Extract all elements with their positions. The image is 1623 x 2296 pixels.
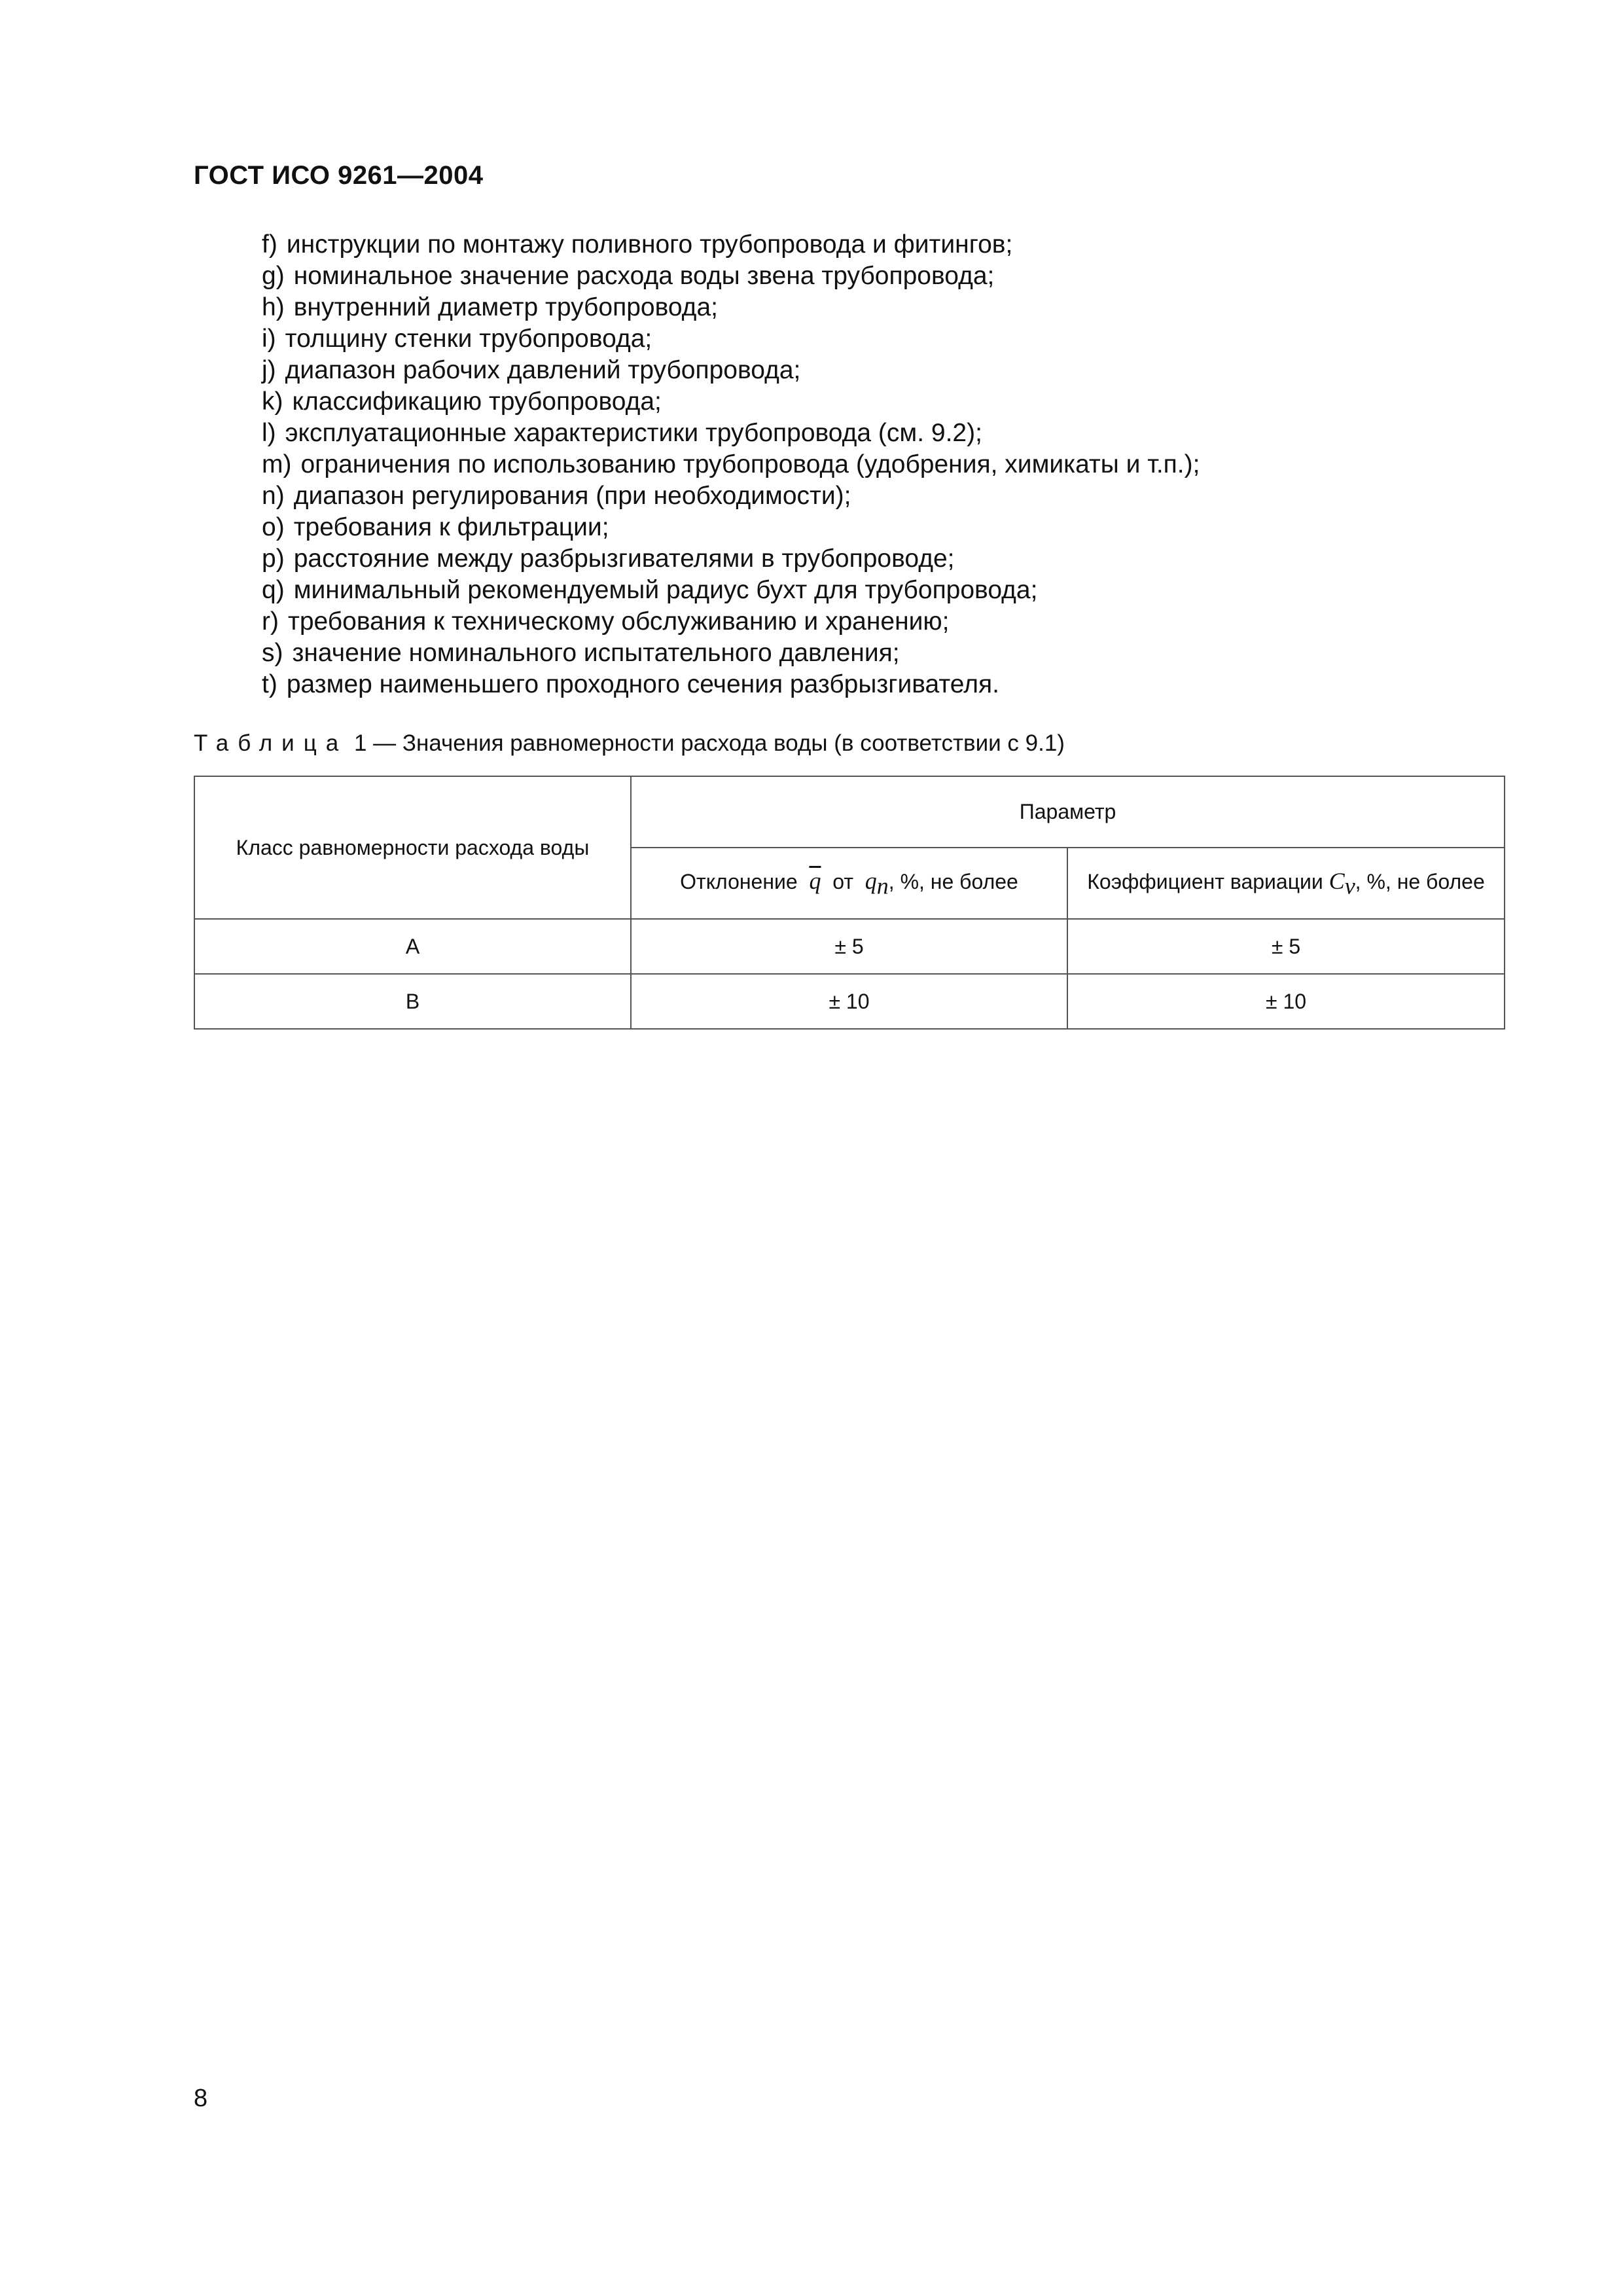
list-item-label: i) — [262, 325, 276, 353]
document-header: ГОСТ ИСО 9261—2004 — [194, 161, 484, 190]
list-item-text: ограничения по использованию трубопровода (удобрения, химикаты и т.п.); — [300, 450, 1200, 478]
qn-symbol: q — [865, 867, 877, 894]
deviation-from: от — [832, 869, 853, 893]
list-item-text: толщину стенки трубопровода; — [285, 325, 652, 353]
q-mean-symbol: $\overline{q}$ — [809, 867, 821, 894]
list-item-text: номинальное значение расхода воды звена трубопровода; — [293, 262, 995, 290]
requirements-list — [262, 229, 1200, 700]
list-item-label: h) — [262, 293, 285, 321]
deviation-cell: ± 10 — [631, 974, 1067, 1029]
list-item — [262, 480, 1200, 512]
list-item-label: o) — [262, 513, 285, 541]
header-parameter-cell: Параметр — [631, 776, 1505, 848]
list-item — [262, 512, 1200, 543]
cv-subscript: v — [1344, 872, 1355, 899]
qn-subscript: n — [876, 872, 889, 899]
cv-cell: ± 10 — [1067, 974, 1505, 1029]
class-cell: A — [194, 919, 631, 974]
list-item-text: значение номинального испытательного давления; — [292, 639, 900, 667]
list-item-label: s) — [262, 639, 283, 667]
list-item — [262, 355, 1200, 386]
class-cell: B — [194, 974, 631, 1029]
list-item-label: r) — [262, 607, 279, 636]
table-caption-word: Таблица — [194, 730, 348, 756]
list-item — [262, 449, 1200, 480]
list-item — [262, 260, 1200, 292]
list-item-text: минимальный рекомендуемый радиус бухт для трубопровода; — [293, 576, 1038, 604]
list-item — [262, 669, 1200, 700]
table-caption — [194, 730, 1065, 757]
deviation-cell: ± 5 — [631, 919, 1067, 974]
deviation-suffix: , %, не более — [888, 869, 1018, 893]
list-item — [262, 323, 1200, 355]
list-item-label: f) — [262, 230, 277, 259]
header-class-cell: Класс равномерности расхода воды — [194, 776, 631, 919]
list-item-text: эксплуатационные характеристики трубопровода (см. 9.2); — [285, 419, 982, 447]
list-item-label: n) — [262, 482, 285, 510]
header-cv-cell — [1067, 848, 1505, 919]
list-item-label: t) — [262, 670, 277, 698]
list-item — [262, 292, 1200, 323]
uniformity-table — [194, 776, 1505, 1030]
deviation-prefix: Отклонение — [680, 869, 798, 893]
list-item-text: классификацию трубопровода; — [292, 387, 662, 416]
list-item — [262, 606, 1200, 637]
table-row — [194, 974, 1505, 1029]
list-item — [262, 418, 1200, 449]
list-item-text: внутренний диаметр трубопровода; — [293, 293, 718, 321]
list-item-label: q) — [262, 576, 285, 604]
list-item-label: p) — [262, 545, 285, 573]
list-item-text: диапазон рабочих давлений трубопровода; — [285, 356, 801, 384]
list-item — [262, 637, 1200, 669]
cv-symbol: C — [1329, 867, 1345, 894]
list-item-label: l) — [262, 419, 276, 447]
page-number: 8 — [194, 2085, 208, 2112]
list-item-text: размер наименьшего проходного сечения разбрызгивателя. — [286, 670, 999, 698]
list-item-label: j) — [262, 356, 276, 384]
list-item-text: требования к техническому обслуживанию и хранению; — [287, 607, 950, 636]
list-item-text: требования к фильтрации; — [293, 513, 609, 541]
list-item — [262, 229, 1200, 260]
table-header-row — [194, 776, 1505, 848]
cv-suffix: , %, не более — [1355, 869, 1485, 893]
header-deviation-cell — [631, 848, 1067, 919]
cv-prefix: Коэффициент вариации — [1087, 869, 1323, 893]
cv-cell: ± 5 — [1067, 919, 1505, 974]
table-caption-text: 1 — Значения равномерности расхода воды (в соответствии с 9.1) — [353, 730, 1065, 756]
list-item — [262, 543, 1200, 575]
list-item — [262, 575, 1200, 606]
list-item-label: k) — [262, 387, 283, 416]
list-item-text: расстояние между разбрызгивателями в трубопроводе; — [293, 545, 955, 573]
list-item-text: диапазон регулирования (при необходимости); — [293, 482, 851, 510]
list-item — [262, 386, 1200, 418]
table-row — [194, 919, 1505, 974]
list-item-label: g) — [262, 262, 285, 290]
list-item-label: m) — [262, 450, 292, 478]
list-item-text: инструкции по монтажу поливного трубопровода и фитингов; — [286, 230, 1013, 259]
